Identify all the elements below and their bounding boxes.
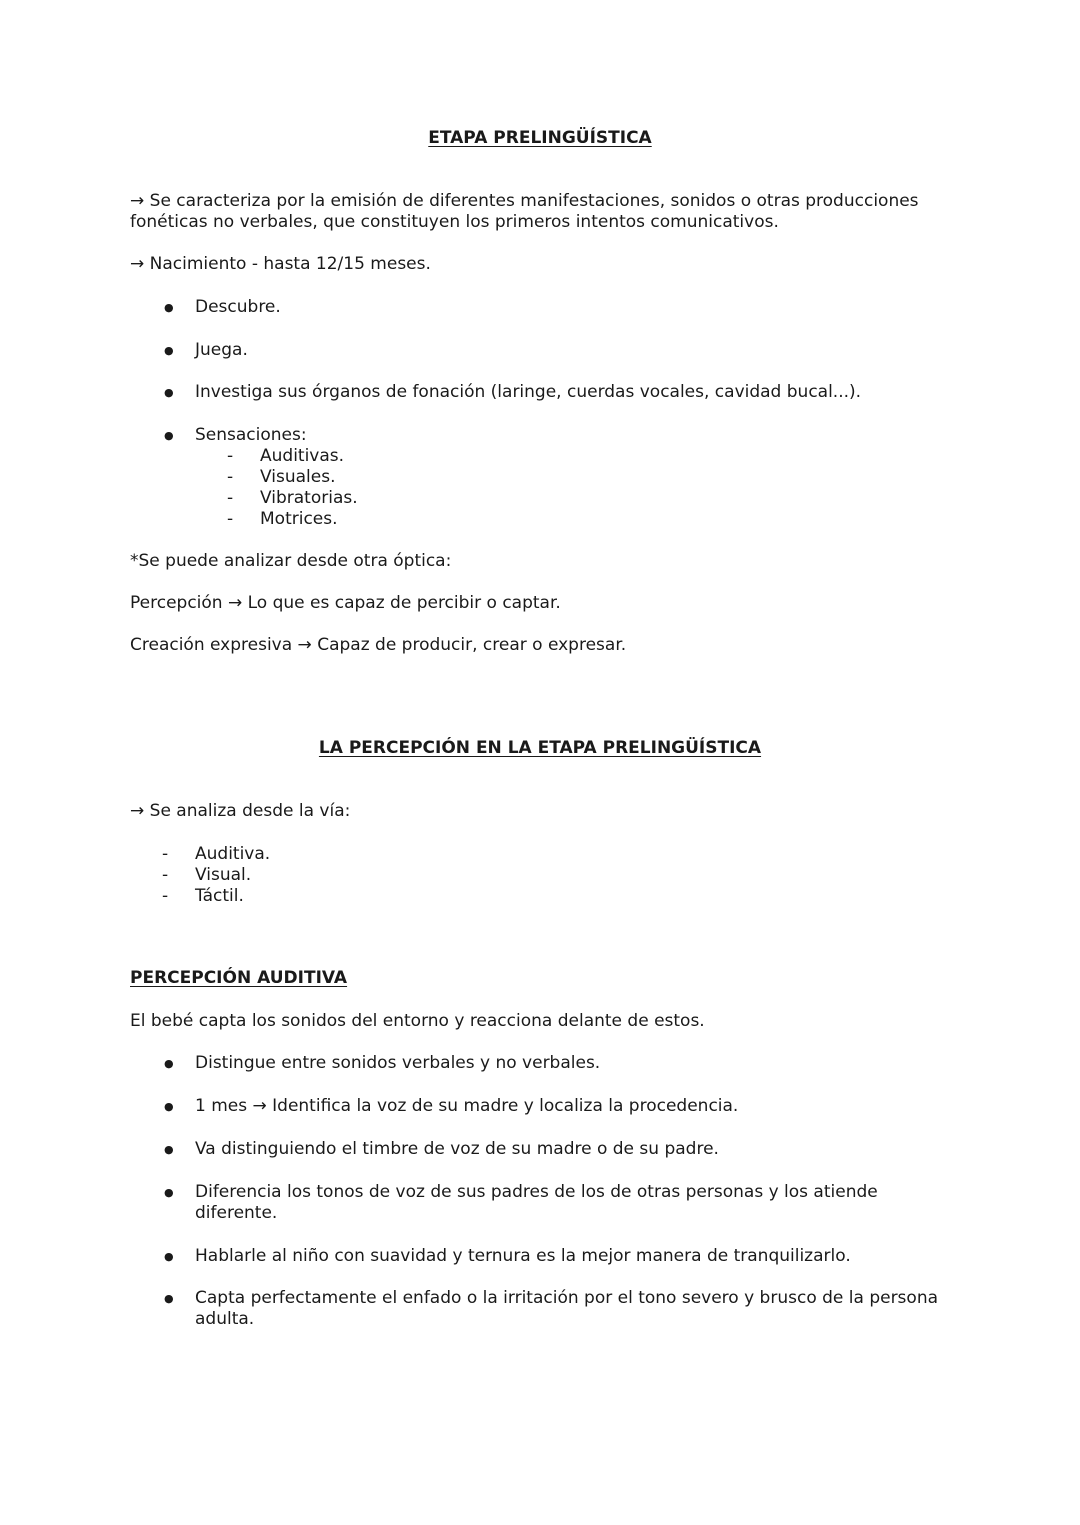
section3-intro: El bebé capta los sonidos del entorno y reacciona delante de estos. (130, 1011, 705, 1031)
intro-paragraph: → Se caracteriza por la emisión de diferentes manifestaciones, sonidos o otras producciones fonéticas no verbales, que constituyen los primeros intentos comunicativos. (130, 191, 919, 232)
section-title-percepcion-auditiva: PERCEPCIÓN AUDITIVA (130, 968, 348, 988)
bullet-item: ● Juega. (195, 340, 248, 361)
sub-list-item: - Vibratorias. (260, 488, 358, 509)
bullet-item: ● Descubre. (195, 297, 281, 318)
section2-intro: → Se analiza desde la vía: (130, 801, 351, 821)
list-item: - Visual. (195, 865, 251, 886)
list-item: - Auditiva. (195, 844, 270, 865)
section-title-percepcion: LA PERCEPCIÓN EN LA ETAPA PRELINGÜÍSTICA (318, 738, 762, 758)
bullet-item: ● 1 mes → Identifica la voz de su madre y localiza la procedencia. (195, 1096, 738, 1117)
bullet-item: ● Capta perfectamente el enfado o la irritación por el tono severo y brusco de la persona adulta. (195, 1288, 955, 1330)
bullet-item: ● Diferencia los tonos de voz de sus padres de los de otras personas y los atiende diferente. (195, 1182, 915, 1224)
bullet-item: ● Investiga sus órganos de fonación (laringe, cuerdas vocales, cavidad bucal...). (195, 382, 861, 403)
list-item: - Táctil. (195, 886, 244, 907)
perception-definition: Percepción → Lo que es capaz de percibir o captar. (130, 593, 561, 613)
section-title-etapa-prelinguistica: ETAPA PRELINGÜÍSTICA (428, 128, 652, 148)
creation-definition: Creación expresiva → Capaz de producir, crear o expresar. (130, 635, 627, 655)
age-range: → Nacimiento - hasta 12/15 meses. (130, 254, 431, 274)
note-text: *Se puede analizar desde otra óptica: (130, 551, 452, 571)
bullet-item: ● Sensaciones: (195, 425, 307, 446)
bullet-item: ● Hablarle al niño con suavidad y ternura es la mejor manera de tranquilizarlo. (195, 1246, 851, 1267)
bullet-item: ● Distingue entre sonidos verbales y no verbales. (195, 1053, 600, 1074)
sub-list-item: - Visuales. (260, 467, 335, 488)
sub-list-item: - Auditivas. (260, 446, 344, 467)
sub-list-item: - Motrices. (260, 509, 338, 530)
bullet-item: ● Va distinguiendo el timbre de voz de su madre o de su padre. (195, 1139, 719, 1160)
